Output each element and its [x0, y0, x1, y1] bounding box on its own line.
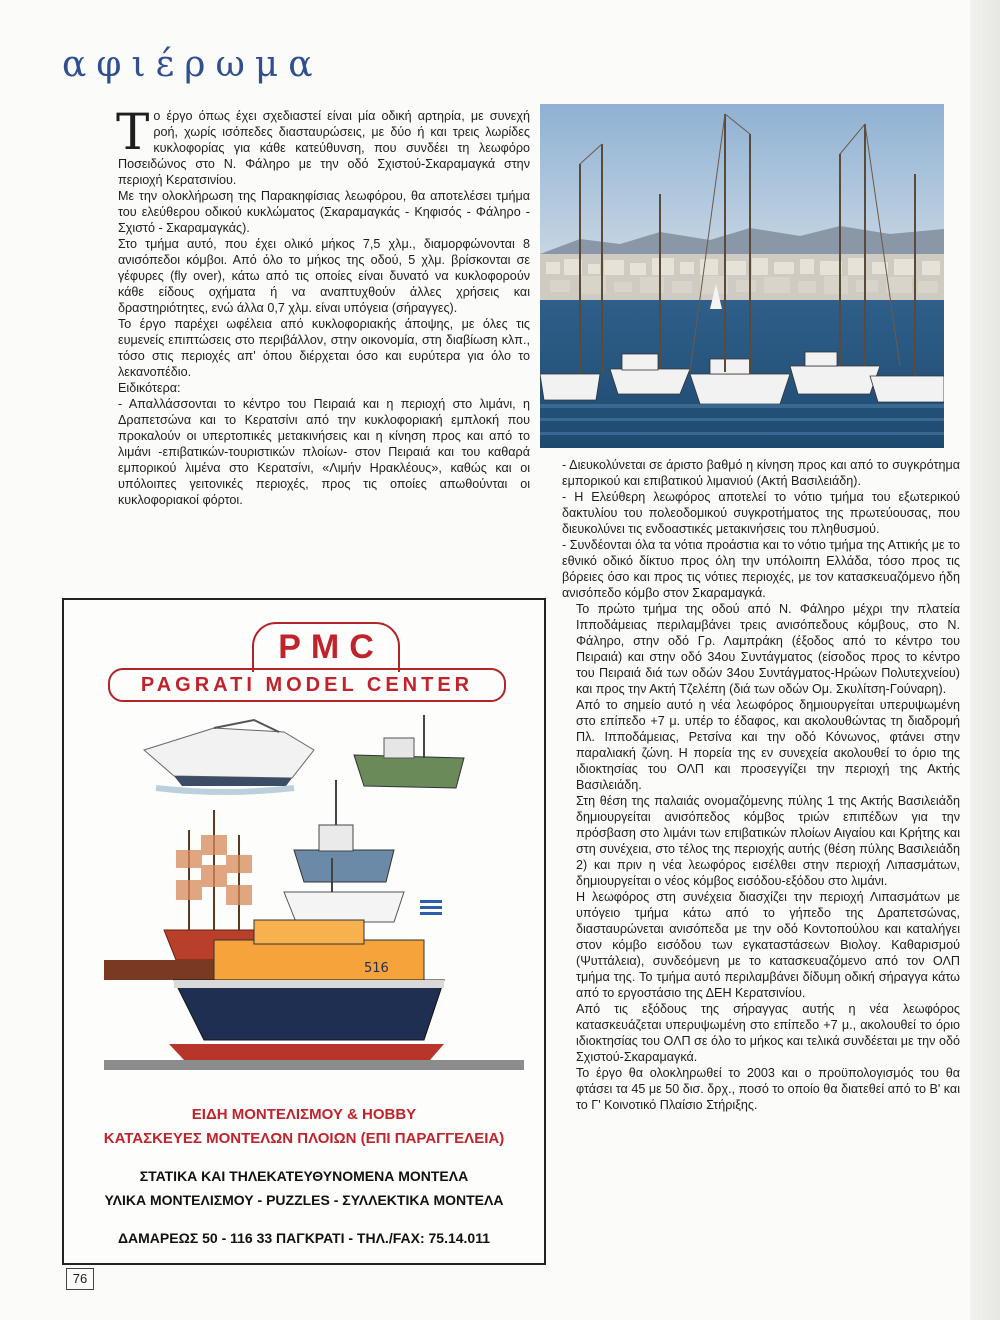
- article-paragraph: - Απαλλάσσονται το κέντρο του Πειραιά και η περιοχή στο λιμάνι, η Δραπετσώνα και το Κερατσίνι από την κυκλοφοριακή εμπλοκή που προκαλούν οι υπερτοπικές μετακινήσεις και η κίνηση προς και από το λιμάνι -επιβατικών-τουριστικών πλοίων- στον Πειραιά και του καθαρά εμπορικού λιμένα στο Κερατσίνι, «Λιμήν Ηρακλέους», καθώς και οι υπόλοιπες γειτονικές περιοχές, προς τις οποίες απωθούνται οι κυκλοφοριακοί φόρτοι.: [118, 397, 530, 507]
- page-number: 76: [66, 1268, 94, 1290]
- article-paragraph: Από το σημείο αυτό η νέα λεωφόρος δημιουργείται υπερυψωμένη στο επίπεδο +7 μ. υπέρ το έδαφος, και ακολουθώντας τη διαδρομή Πλ. Ιπποδάμειας, Ρετσίνα και την οδό Κόνωνος, φτάνει στην παραλιακή ζώνη. Η πορεία της εν συνεχεία ακολουθεί το όριο της ιδιοκτησίας του ΟΛΠ και προσεγγίζει την περιοχή της Ακτής Βασιλειάδη.: [576, 698, 960, 792]
- article-paragraph: Το έργο παρέχει ωφέλεια από κυκλοφοριακής άποψης, με όλες τις ευμενείς επιπτώσεις στο περιβάλλον, στην οικονομία, στη διαβίωση κλπ., τόσο στις περιοχές απ' όπου διέρχεται όσο και ευρύτερα για όλο το λεκανοπέδιο.: [118, 317, 530, 379]
- article-paragraph: Από τις εξόδους της σήραγγας αυτής η νέα λεωφόρος κατασκευάζεται υπερυψωμένη στο επίπεδο +7 μ., ακολουθεί το όριο ιδιοκτησίας του ΟΛΠ σε όλο το μήκος και τελικά συνδέεται με την οδό Σχιστού-Σκαραμαγκά.: [576, 1002, 960, 1064]
- ad-line-4: ΥΛΙΚΑ ΜΟΝΤΕΛΙΣΜΟΥ - PUZZLES - ΣΥΛΛΕΚΤΙΚΑ ΜΟΝΤΕΛΑ: [104, 1192, 504, 1208]
- logo-short: PMC: [278, 628, 384, 666]
- article-paragraph: Με την ολοκλήρωση της Παρακηφίσιας λεωφόρου, θα αποτελέσει τμήμα του ελεύθερου οδικού κυκλώματος (Σκαραμαγκάς - Κηφισός - Φάληρο - Σχιστό - Σκαραμαγκάς).: [118, 189, 530, 235]
- model-boats-photo: [64, 600, 544, 1100]
- article-paragraph: - Η Ελεύθερη λεωφόρος αποτελεί το νότιο τμήμα του εξωτερικού δακτυλίου του πολεοδομικού συγκροτήματος της πρωτεύουσας, που διευκολύνει τις ενδοαστικές μετακινήσεις του πληθυσμού.: [562, 490, 960, 536]
- article-paragraph: Το έργο όπως έχει σχεδιαστεί είναι μία οδική αρτηρία, με συνεχή ροή, χωρίς ισόπεδες διασταυρώσεις, με δύο ή και τρεις λωρίδες κυκλοφορίας για κάθε κατεύθυνση, που συνδέει τη λεωφόρο Ποσειδώνος στο Ν. Φάληρο με την οδό Σχιστού-Σκαραμαγκά στην περιοχή Κερατσινίου.: [116, 103, 530, 187]
- article-paragraph: Η λεωφόρος στη συνέχεια διασχίζει την περιοχή Λιπασμάτων με υπόγειο τμήμα κάτω από το γήπεδο της Δραπετσώνας, διασταυρώνεται ανισόπεδα με την οδό Κοντοπούλου και καταλήγει στον κόμβο εισόδου των εγκαταστάσεων Βιολογ. Καθαρισμού (Ψυττάλεια), συνδεόμενη με το κατασκευαζόμενο από τον ΟΛΠ τμήμα της. Το τμήμα αυτό περιλαμβάνει δίδυμη οδική σήραγγα κάτω από το εργοστάσιο της ΔΕΗ Κερατσινίου.: [576, 890, 960, 1000]
- ad-line-1: ΕΙΔΗ ΜΟΝΤΕΛΙΣΜΟΥ & HOBBY: [191, 1106, 417, 1123]
- section-title: αφιέρωμα: [62, 44, 323, 85]
- article-paragraph: Το έργο θα ολοκληρωθεί το 2003 και ο προϋπολογισμός του θα φτάσει τα 45 με 50 δισ. δρχ., ποσό το οποίο θα διατεθεί από το Β' και το Γ' Κοινοτικό Πλαίσιο Στήριξης.: [576, 1066, 960, 1112]
- article-paragraph: Ειδικότερα:: [118, 381, 181, 395]
- ad-address: ΔΑΜΑΡΕΩΣ 50 - 116 33 ΠΑΓΚΡΑΤΙ - ΤΗΛ./FAX: 75.14.011: [117, 1230, 491, 1246]
- article-column-right: [562, 457, 960, 1113]
- article-paragraph: Το πρώτο τμήμα της οδού από Ν. Φάληρο μέχρι την πλατεία Ιπποδάμειας περιλαμβάνει τρεις ανισόπεδους κόμβους, στο Ν. Φάληρο, στην οδό Γρ. Λαμπράκη (έξοδος από το κέντρο του Πειραιά) και στην οδό 34ου Συντάγματος (είσοδος προς το κέντρο του Πειραιά διά των οδών 34ου Συντάγματος-Ηρώων Πολυτεχνείου) και προς την Ακτή Τζελέπη (διά των οδών Ομ. Σκυλίτση-Γούναρη).: [576, 602, 960, 696]
- boat-number: 516: [364, 961, 389, 976]
- article-paragraph: - Διευκολύνεται σε άριστο βαθμό η κίνηση προς και από το συγκρότημα εμπορικού και επιβατικού λιμανιού (Ακτή Βασιλειάδη).: [562, 458, 960, 488]
- logo-full: PAGRATI MODEL CENTER: [140, 674, 474, 696]
- ad-line-3: ΣΤΑΤΙΚΑ ΚΑΙ ΤΗΛΕΚΑΤΕΥΘΥΝΟΜΕΝΑ ΜΟΝΤΕΛΑ: [139, 1168, 469, 1184]
- article-column-left: [116, 103, 530, 508]
- advertisement-box: [62, 598, 546, 1265]
- article-paragraph: Στο τμήμα αυτό, που έχει ολικό μήκος 7,5 χλμ., διαμορφώνονται 8 ανισόπεδοι κόμβοι. Από όλο το μήκος της οδού, 5 χλμ. βρίσκονται σε γέφυρες (fly over), κάτω από τις οποίες είναι δυνατό να κυκλοφορούν κάθε είδους οχήματα ή να αναπτυχθούν άλλες χρήσεις και δραστηριότητες, ενώ άλλα 0,7 χλμ. είναι υπόγεια (σήραγγες).: [118, 237, 530, 315]
- harbor-photo: [540, 104, 944, 448]
- drop-cap: Τ: [116, 103, 150, 161]
- ad-line-2: ΚΑΤΑΣΚΕΥΕΣ ΜΟΝΤΕΛΩΝ ΠΛΟΙΩΝ (ΕΠΙ ΠΑΡΑΓΓΕΛΕΙΑ): [103, 1130, 505, 1147]
- page-edge: [970, 0, 1000, 1320]
- article-paragraph: - Συνδέονται όλα τα νότια προάστια και το νότιο τμήμα της Αττικής με το εθνικό οδικό δίκτυο προς όλη την υπόλοιπη Ελλάδα, τόσο προς τις βόρειες όσο και προς τις νότιες περιοχές, με τον κατασκευαζόμενο ήδη ανισόπεδο κόμβο στον Σκαραμαγκά.: [562, 538, 960, 600]
- article-paragraph: Στη θέση της παλαιάς ονομαζόμενης πύλης 1 της Ακτής Βασιλειάδη δημιουργείται ανισόπεδος κόμβος τριών επιπέδων για την πρόσβαση στο λιμάνι των επιβατικών πλοίων Αιγαίου και Κρήτης και στη συνέχεια, στο τέλος της περιοχής αυτής (θέση πύλης Βασιλειάδη 2) και πριν η νέα λεωφόρος εισέλθει στην περιοχή Λιπασμάτων, δημιουργείται ο νέος κόμβος εισόδου-εξόδου στο λιμάνι.: [576, 794, 960, 888]
